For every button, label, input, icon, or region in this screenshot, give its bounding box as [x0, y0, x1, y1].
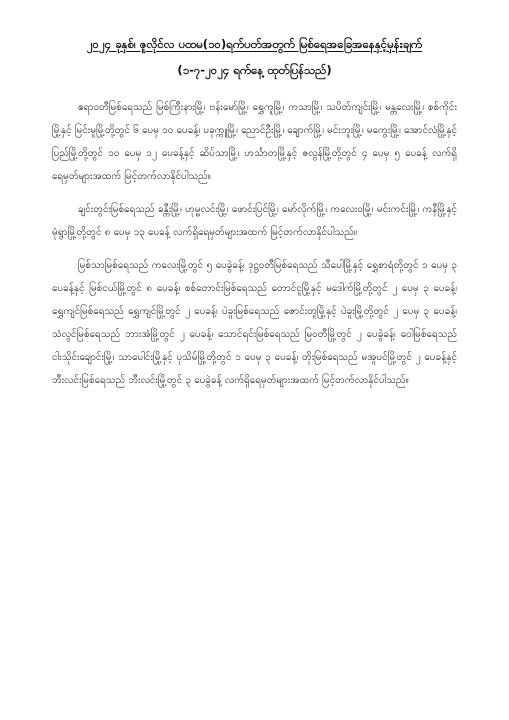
paragraph-chindwin: ချင်းတွင်းမြစ်ရေသည် ခန္တီးမြို့၊ ဟုမ္မလင်းမြို့၊ ဖောင်းပြင်မြို့၊ မော်လိုက်မြို့၊ ကလေးဝမြို့၊ မင်းကင်းမြို့၊ ကနီမြို့နှင့် မုံရွာမြို့တို့တွင် ၈ ပေမှ ၁၃ ပေခန့် လက်ရှိရေမှတ်များအထက် မြင့်တက်လာနိုင်ပါသည်။ [52, 204, 457, 238]
paragraph-other-rivers: မြစ်သာမြစ်ရေသည် ကလေးမြို့တွင် ၅ ပေခွဲခန့်၊ ဒုဋ္ဌဝတီမြစ်ရေသည် သီပေါမြို့နှင့် ရွှေစာရံတို့တွင် ၁ ပေမှ ၃ ပေခန့်နှင့် မြစ်ငယ်မြို့တွင် ၈ ပေခန့်၊ စစ်တောင်းမြစ်ရေသည် တောင်ငူမြို့နှင့် မဒေါက်မြို့တို့တွင် ၂ ပေမှ ၃ ပေခန့်၊ ရွှေကျင်မြစ်ရေသည် ရွှေကျင်မြို့တွင် ၂ ပေခန့်၊ ပဲခူးမြစ်ရေသည် ဇောင်းတူမြို့နှင့် ပဲခူးမြို့တို့တွင် ၂ ပေမှ ၃ ပေခန့်၊ သံလွင်မြစ်ရေသည် ဘားအံမြို့တွင် ၂ ပေခန့်၊ သောင်ရင်းမြစ်ရေသည် မြဝတီမြို့တွင် ၂ ပေခွဲခန့်၊ ဝေါမြစ်ရေသည် ငါးသိုင်းချောင်းမြို့၊ သာပေါင်းမြို့နှင့် ပုသိမ်မြို့တို့တွင် ၁ ပေမှ ၃ ပေခန့်၊ တိုးမြစ်ရေသည် မအူပင်မြို့တွင် ၂ ပေခန့်နှင့် ဘီးလင်းမြစ်ရေသည် ဘီးလင်းမြို့တွင် ၃ ပေခွဲခန့် လက်ရှိရေမှတ်များအထက် မြင့်တက်လာနိုင်ပါသည်။ [52, 260, 457, 386]
document-subtitle: (၁-၇-၂၀၂၄ ရက်နေ့ ထုတ်ပြန်သည်) [177, 63, 332, 77]
paragraph-irrawaddy: ဧရာဝတီမြစ်ရေသည် မြစ်ကြီးနားမြို့၊ ဗန်းမော်မြို့၊ ရွှေကူမြို့၊ ကသာမြို့၊ သပိတ်ကျင်းမြို့၊ မန္တလေးမြို့၊ စစ်ကိုင်းမြို့နှင့် မြင်းမူမြို့တို့တွင် ၆ ပေမှ ၁၀ ပေခန့်၊ ပခုက္ကူမြို့၊ ညောင်ဦးမြို့၊ ချောက်မြို့၊ မင်းဘူးမြို့၊ မကွေးမြို့၊ အောင်လံမြို့နှင့် ပြည်မြို့တို့တွင် ၁၀ ပေမှ ၁၂ ပေခန့်နှင့် ဆိပ်သာမြို့၊ ဟင်္သာတမြို့နှင့် ဇလွန်မြို့တို့တွင် ၄ ပေမှ ၅ ပေခန့် လက်ရှိရေမှတ်များအထက် မြင့်တက်လာနိုင်ပါသည်။ [52, 102, 457, 182]
document-title: ၂၀၂၄ ခုနှစ်၊ ဇူလိုင်လ ပထမ(၁၀)ရက်ပတ်အတွက် မြစ်ရေအခြေအနေနှင့်မှန်းချက် [86, 37, 423, 51]
